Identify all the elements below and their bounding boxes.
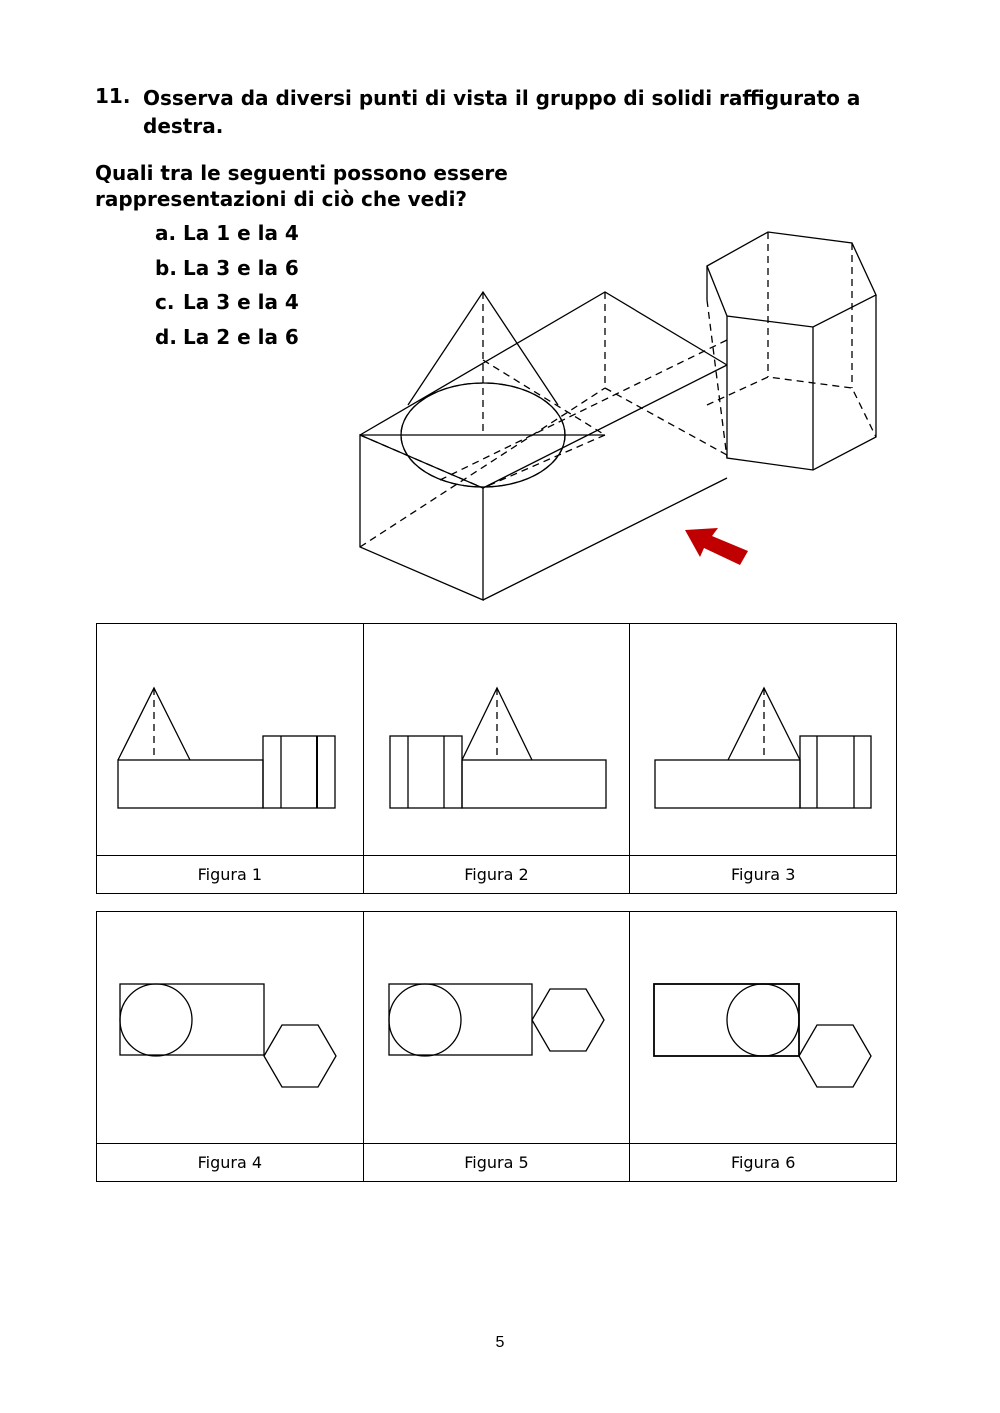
question-number: 11. xyxy=(95,84,131,108)
cone-base xyxy=(401,435,565,487)
box-top-edge xyxy=(483,365,727,488)
figures-table-row1 xyxy=(96,623,897,894)
prism-front-edges xyxy=(727,295,876,470)
figure-2-label: Figura 2 xyxy=(363,856,630,894)
option-text: La 3 e la 4 xyxy=(183,290,299,314)
page-number: 5 xyxy=(495,1334,505,1351)
figure-2-drawing xyxy=(364,624,630,855)
solids-illustration xyxy=(0,0,1000,620)
option-letter: d. xyxy=(155,324,177,349)
prism-hidden-edge xyxy=(707,300,727,458)
option-letter: c. xyxy=(155,290,175,314)
question-prompt: Quali tra le seguenti possono essere rappresentazioni di ciò che vedi? xyxy=(95,161,508,211)
figure-2-cell[interactable] xyxy=(363,624,630,856)
box-hidden-edge xyxy=(605,388,727,455)
box-hidden-edge xyxy=(440,340,727,480)
box-front-face xyxy=(360,435,483,600)
figure-6-drawing xyxy=(630,912,896,1143)
box-top-back-edges xyxy=(360,292,727,435)
option-letter: a. xyxy=(155,221,177,245)
option-text: La 3 e la 6 xyxy=(183,255,299,280)
option-text: La 2 e la 6 xyxy=(183,324,299,349)
figure-3-label: Figura 3 xyxy=(630,856,897,894)
figure-5-cell[interactable] xyxy=(363,912,630,1144)
prism-hidden-base xyxy=(707,377,876,437)
option-text: La 1 e la 4 xyxy=(183,221,299,245)
prism-top-face xyxy=(707,232,876,327)
figure-5-drawing xyxy=(364,912,630,1143)
figure-6-label: Figura 6 xyxy=(630,1144,897,1182)
figure-1-label: Figura 1 xyxy=(97,856,364,894)
figure-4-label: Figura 4 xyxy=(97,1144,364,1182)
option-letter: b. xyxy=(155,255,177,280)
box-hidden-edge xyxy=(483,360,605,435)
figures-table-row2 xyxy=(96,911,897,1182)
figure-3-drawing xyxy=(630,624,896,855)
figure-4-drawing xyxy=(97,912,363,1143)
figure-1-drawing xyxy=(97,624,363,855)
box-hidden-edge xyxy=(483,435,605,488)
figure-4-cell[interactable] xyxy=(97,912,364,1144)
view-direction-arrow xyxy=(685,528,748,565)
figure-1-cell[interactable] xyxy=(97,624,364,856)
figure-6-cell[interactable] xyxy=(630,912,897,1144)
question-text: Osserva da diversi punti di vista il gruppo di solidi raffigurato a destra. xyxy=(143,86,861,138)
figure-3-cell[interactable] xyxy=(630,624,897,856)
figure-5-label: Figura 5 xyxy=(363,1144,630,1182)
